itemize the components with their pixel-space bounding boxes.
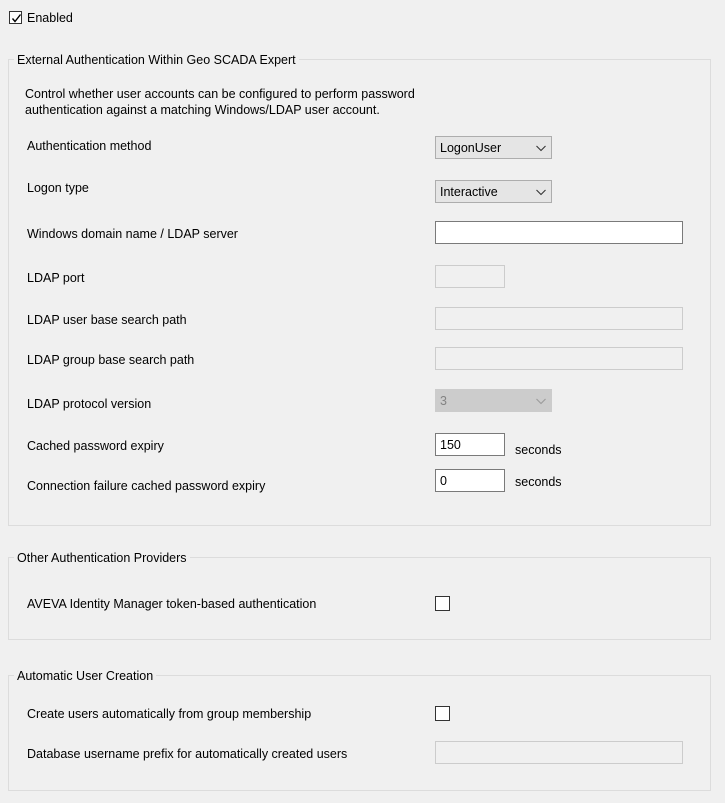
chevron-down-icon [535, 186, 547, 198]
ldap-version-label: LDAP protocol version [27, 397, 152, 411]
ldap-group-path-label: LDAP group base search path [27, 353, 195, 367]
ldap-version-select[interactable] [435, 389, 552, 412]
create-from-group-label: Create users automatically from group membership [27, 707, 312, 721]
username-prefix-label: Database username prefix for automatically created users [27, 747, 348, 761]
cached-expiry-value: 150 [440, 438, 461, 452]
enabled-checkbox[interactable] [9, 11, 22, 24]
aveva-auth-checkbox[interactable] [435, 596, 450, 611]
chevron-down-icon [535, 395, 547, 407]
ldap-user-path-label: LDAP user base search path [27, 313, 187, 327]
username-prefix-input[interactable] [435, 741, 683, 764]
external-auth-group [8, 59, 711, 526]
cached-expiry-input[interactable] [435, 433, 505, 456]
chevron-down-icon [535, 142, 547, 154]
auth-method-label: Authentication method [27, 139, 152, 153]
other-providers-group-title: Other Authentication Providers [14, 550, 190, 566]
domain-label: Windows domain name / LDAP server [27, 227, 238, 241]
auth-method-select[interactable] [435, 136, 552, 159]
checkmark-icon [10, 12, 23, 25]
conn-fail-expiry-value: 0 [440, 474, 447, 488]
external-auth-description-line2: authentication against a matching Windows/LDAP user account. [25, 103, 380, 117]
auto-user-group [8, 675, 711, 791]
enabled-label[interactable]: Enabled [27, 11, 73, 25]
conn-fail-expiry-unit: seconds [515, 475, 562, 489]
ldap-port-input[interactable] [435, 265, 505, 288]
create-from-group-checkbox[interactable] [435, 706, 450, 721]
auto-user-group-title: Automatic User Creation [14, 668, 156, 684]
domain-input[interactable] [435, 221, 683, 244]
ldap-version-value: 3 [440, 394, 447, 408]
aveva-auth-label: AVEVA Identity Manager token-based authentication [27, 597, 317, 611]
auth-method-value: LogonUser [440, 141, 502, 155]
conn-fail-expiry-label: Connection failure cached password expiry [27, 479, 266, 493]
external-auth-group-title: External Authentication Within Geo SCADA Expert [14, 52, 299, 68]
ldap-user-path-input[interactable] [435, 307, 683, 330]
cached-expiry-unit: seconds [515, 443, 562, 457]
conn-fail-expiry-input[interactable] [435, 469, 505, 492]
ldap-port-label: LDAP port [27, 271, 85, 285]
logon-type-select[interactable] [435, 180, 552, 203]
external-auth-description-line1: Control whether user accounts can be configured to perform password [25, 87, 415, 101]
logon-type-label: Logon type [27, 181, 89, 195]
logon-type-value: Interactive [440, 185, 498, 199]
ldap-group-path-input[interactable] [435, 347, 683, 370]
cached-expiry-label: Cached password expiry [27, 439, 164, 453]
